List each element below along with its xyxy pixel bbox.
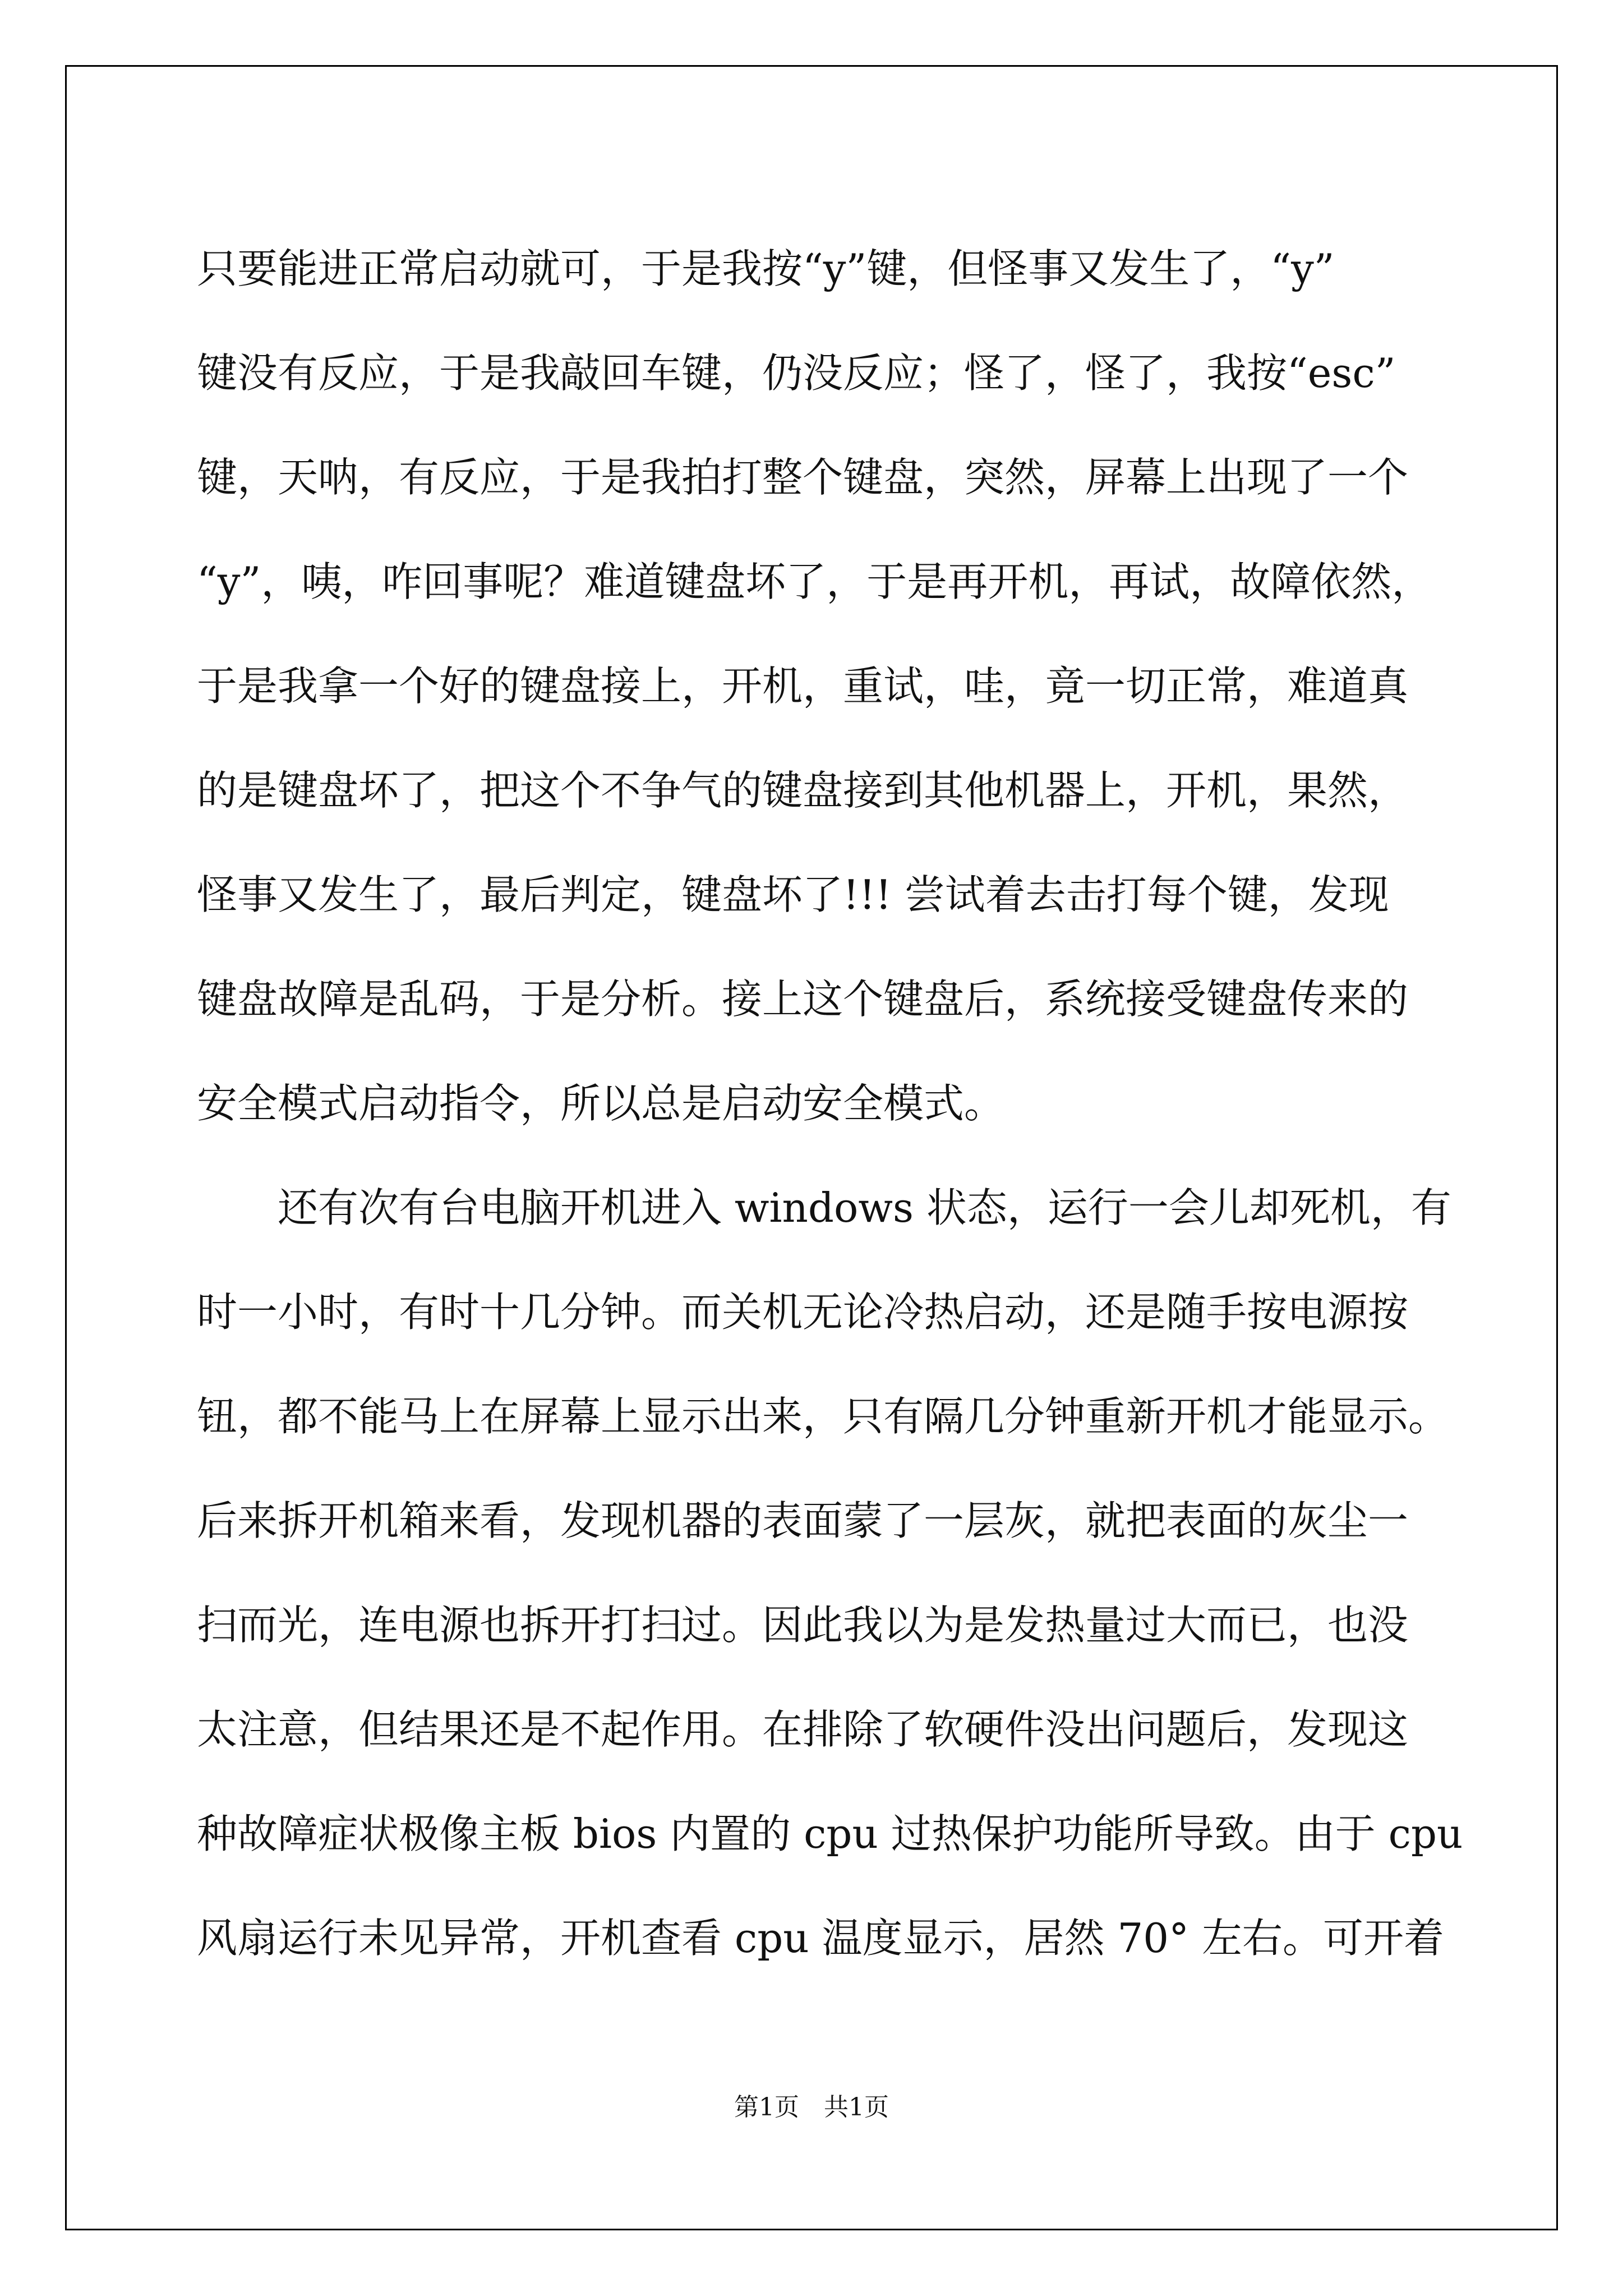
text-line-1: 只要能进正常启动就可，于是我按“y”键，但怪事又发生了，“y” [197,245,1335,292]
text-line-6: 的是键盘坏了，把这个不争气的键盘接到其他机器上，开机，果然， [197,767,1409,814]
text-line-13: 后来拆开机箱来看，发现机器的表面蒙了一层灰，就把表面的灰尘一 [197,1497,1409,1544]
text-line-17: 风扇运行未见异常，开机查看 cpu 温度显示，居然 70° 左右。可开着 [197,1915,1444,1962]
text-line-15: 太注意，但结果还是不起作用。在排除了软硬件没出问题后，发现这 [197,1706,1409,1753]
text-line-7: 怪事又发生了，最后判定，键盘坏了!!! 尝试着去击打每个键，发现 [197,871,1389,918]
text-line-14: 扫而光，连电源也拆开打扫过。因此我以为是发热量过大而已，也没 [197,1602,1409,1649]
text-line-8: 键盘故障是乱码，于是分析。接上这个键盘后，系统接受键盘传来的 [197,976,1409,1023]
text-line-9: 安全模式启动指令，所以总是启动安全模式。 [197,1080,1005,1127]
text-line-3: 键，天呐，有反应，于是我拍打整个键盘，突然，屏幕上出现了一个 [197,454,1409,501]
text-line-11: 时一小时，有时十几分钟。而关机无论冷热启动，还是随手按电源按 [197,1289,1409,1336]
document-body [197,217,1463,1990]
page-footer: 第1页 共1页 [734,2093,889,2122]
text-line-5: 于是我拿一个好的键盘接上，开机，重试，哇，竟一切正常，难道真 [197,662,1409,710]
text-line-2: 键没有反应，于是我敲回车键，仍没反应；怪了，怪了，我按“esc” [197,349,1396,397]
text-line-12: 钮，都不能马上在屏幕上显示出来，只有隔几分钟重新开机才能显示。 [197,1393,1449,1440]
text-line-16: 种故障症状极像主板 bios 内置的 cpu 过热保护功能所导致。由于 cpu [197,1810,1463,1857]
text-line-4: “y”，咦，咋回事呢？难道键盘坏了，于是再开机，再试，故障依然， [197,558,1432,605]
text-line-10: 还有次有台电脑开机进入 windows 状态，运行一会儿却死机，有 [278,1184,1451,1231]
